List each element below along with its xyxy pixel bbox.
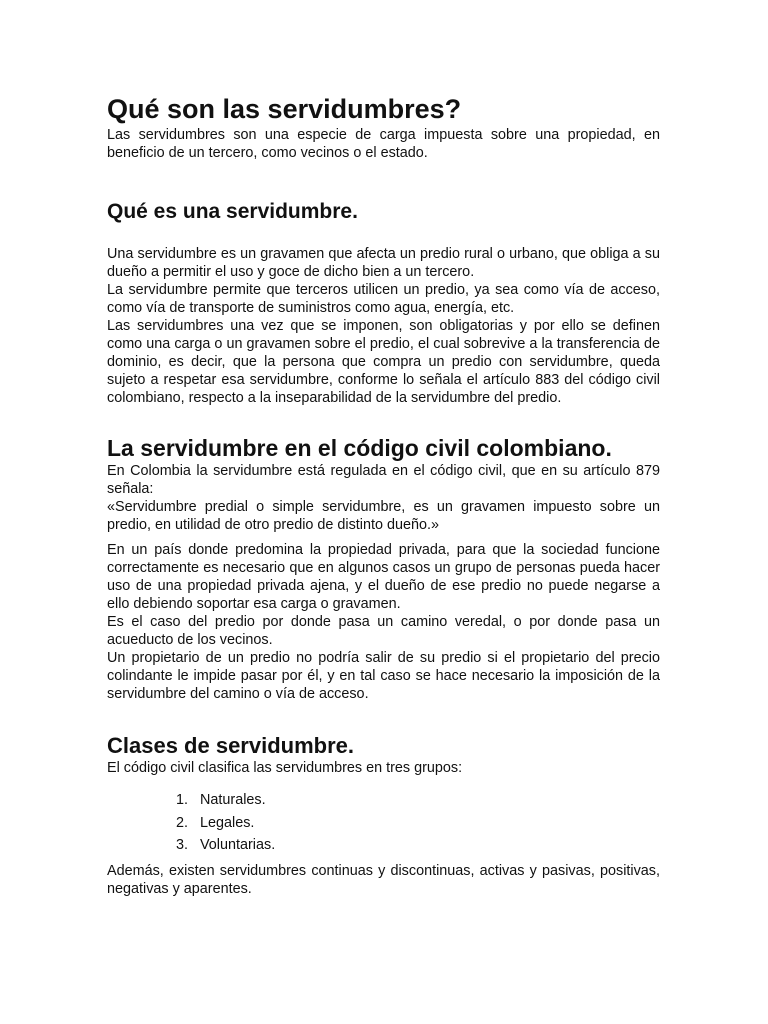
paragraph: Es el caso del predio por donde pasa un camino veredal, o por donde pasa un acueducto de los vecinos. xyxy=(107,614,660,648)
paragraph: Las servidumbres una vez que se imponen, son obligatorias y por ello se definen como una carga o un gravamen sobre el predio, el cual sobrevive a la transferencia de dominio, es decir, que la persona que compra un predio con servidumbre, queda sujeto a respetar esa servidumbre, conforme lo señala el artículo 883 del código civil colombiano, respecto a la inseparabilidad de la servidumbre del predio. xyxy=(107,318,660,406)
paragraph: Además, existen servidumbres continuas y discontinuas, activas y pasivas, positivas, negativas y aparentes. xyxy=(107,862,660,897)
paragraph: En un país donde predomina la propiedad privada, para que la sociedad funcione correctamente es necesario que en algunos casos un grupo de personas pueda hacer uso de una propiedad privada ajena, y el dueño de ese predio no puede negarse a ello debiendo soportar esa carga o gravamen. xyxy=(107,542,660,612)
paragraph: La servidumbre permite que terceros utilicen un predio, ya sea como vía de acceso, como vía de transporte de suministros como agua, energía, etc. xyxy=(107,282,660,316)
intro-paragraph: Las servidumbres son una especie de carga impuesta sobre una propiedad, en beneficio de un tercero, como vecinos o el estado. xyxy=(107,127,660,161)
paragraph: El código civil clasifica las servidumbres en tres grupos: xyxy=(107,760,463,776)
paragraph: Un propietario de un predio no podría salir de su predio si el propietario del precio colindante le impide pasar por él, y en tal caso se hace necesario la imposición de la servidumbre del camino o vía de acceso. xyxy=(107,650,660,702)
list-item: 3. Voluntarias. xyxy=(176,837,276,853)
document-title: Qué son las servidumbres? xyxy=(107,94,462,124)
list-item: 1. Naturales. xyxy=(176,792,266,808)
list-item: 2. Legales. xyxy=(176,814,255,831)
paragraph: En Colombia la servidumbre está regulada en el código civil, que en su artículo 879 señala: xyxy=(107,463,660,497)
section-heading-definition: Qué es una servidumbre. xyxy=(107,200,358,223)
document-body xyxy=(107,92,660,898)
classes-list xyxy=(107,789,660,857)
paragraph: Una servidumbre es un gravamen que afecta un predio rural o urbano, que obliga a su dueño a permitir el uso y goce de dicho bien a un tercero. xyxy=(107,246,660,280)
section-heading-civil-code: La servidumbre en el código civil colombiano. xyxy=(107,435,612,461)
quote-paragraph: «Servidumbre predial o simple servidumbre, es un gravamen impuesto sobre un predio, en utilidad de otro predio de distinto dueño.» xyxy=(107,499,660,533)
section-heading-classes: Clases de servidumbre. xyxy=(107,733,355,758)
